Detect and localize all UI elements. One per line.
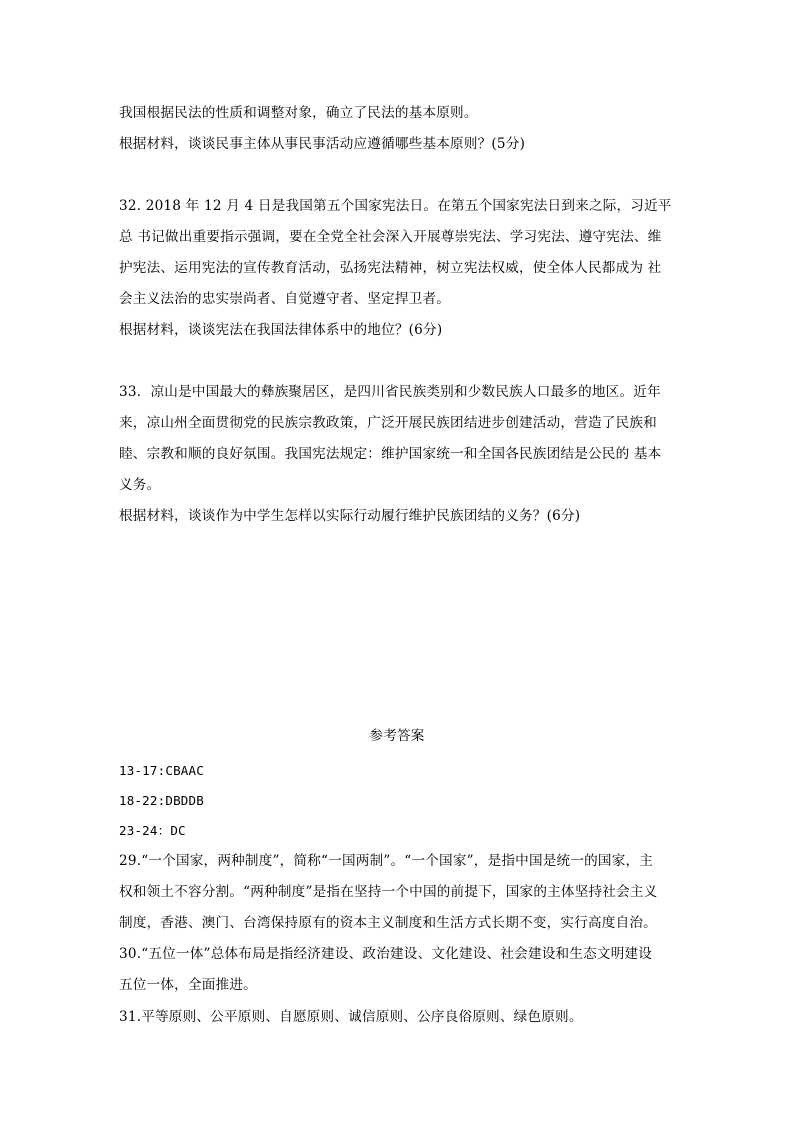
answer-mc-3: 23-24：DC (119, 823, 186, 838)
q33-line: 睦、宗教和顺的良好氛围。我国宪法规定：维护国家统一和全国各民族团结是公民的 基本 (119, 446, 662, 462)
q32-line: 护宪法、运用宪法的宣传教育活动，弘扬宪法精神，树立宪法权威，使全体人民都成为 社 (119, 260, 662, 276)
answers-title: 参考答案 (369, 728, 425, 744)
answer-mc-1: 13-17:CBAAC (119, 763, 204, 778)
q33-line: 来，凉山州全面贯彻党的民族宗教政策，广泛开展民族团结进步创建活动，营造了民族和 (119, 415, 657, 431)
answer-31: 31.平等原则、公平原则、自愿原则、诚信原则、公序良俗原则、绿色原则。 (119, 1009, 583, 1025)
q32-line: 总 书记做出重要指示强调，要在全党全社会深入开展尊崇宪法、学习宪法、遵守宪法、维 (119, 229, 662, 245)
answer-30-line: 五位一体，全面推进。 (119, 977, 257, 993)
q32-line: 会主义法治的忠实崇尚者、自觉遵守者、坚定捍卫者。 (119, 291, 451, 307)
q33-line: 义务。 (119, 477, 161, 493)
answer-29-line: 权和领土不容分割。“两种制度”是指在坚持一个中国的前提下，国家的主体坚持社会主义 (119, 884, 658, 900)
answer-29-line: 制度，香港、澳门、台湾保持原有的资本主义制度和生活方式长期不变，实行高度自治。 (119, 915, 657, 931)
q33-question: 根据材料，谈谈作为中学生怎样以实际行动履行维护民族团结的义务？(6分) (119, 508, 581, 524)
q33-line: 33．凉山是中国最大的彝族聚居区，是四川省民族类别和少数民族人口最多的地区。近年 (119, 384, 661, 400)
q32-line: 32. 2018 年 12 月 4 日是我国第五个国家宪法日。在第五个国家宪法日到来之际，习近平 (119, 198, 672, 214)
answer-29-line: 29.“一个国家，两种制度”，简称“一国两制”。“一个国家”，是指中国是统一的国家，主 (119, 853, 654, 869)
q32-question: 根据材料，谈谈宪法在我国法律体系中的地位？(6分) (119, 322, 443, 338)
answer-30-line: 30.“五位一体”总体布局是指经济建设、政治建设、文化建设、社会建设和生态文明建设 (119, 946, 653, 962)
intro-line: 我国根据民法的性质和调整对象，确立了民法的基本原则。 (119, 105, 478, 121)
answer-mc-2: 18-22:DBDDB (119, 793, 204, 808)
q31-question: 根据材料，谈谈民事主体从事民事活动应遵循哪些基本原则？(5分) (119, 136, 526, 152)
